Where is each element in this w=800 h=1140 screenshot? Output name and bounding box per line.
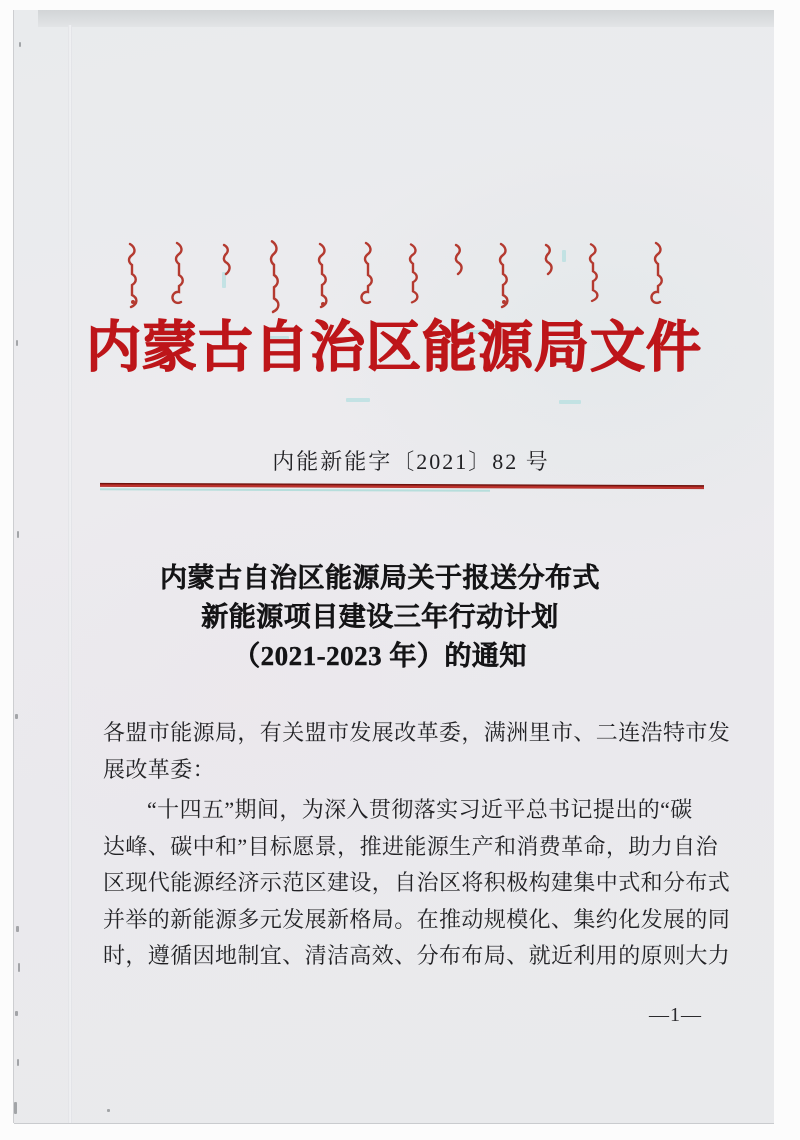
scan-speck — [107, 1109, 110, 1112]
body-text-line: 达峰、碳中和”目标愿景，推进能源生产和消费革命，助力自治 — [103, 833, 718, 859]
mongolian-script-banner — [120, 238, 680, 318]
body-text-line: 展改革委： — [103, 756, 216, 782]
scan-speck — [19, 42, 21, 47]
scan-speck — [16, 926, 19, 932]
document-page — [14, 10, 774, 1123]
letterhead-org-title: 内蒙古自治区能源局文件 — [85, 317, 702, 378]
page-number: —1— — [649, 1004, 702, 1026]
body-text-line: 各盟市能源局，有关盟市发展改革委，满洲里市、二连浩特市发 — [103, 720, 731, 745]
notice-title — [14, 559, 774, 676]
red-separator-cyan-artifact — [100, 488, 490, 491]
notice-title-line: （2021-2023 年）的通知 — [233, 641, 527, 671]
body-text-line: 区现代能源经济示范区建设，自治区将积极构建集中式和分布式 — [103, 870, 731, 895]
scan-speck — [17, 531, 19, 538]
cyan-artifact — [346, 398, 370, 402]
scan-speck — [15, 714, 18, 719]
scan-speck — [14, 1102, 17, 1114]
mongolian-script-icon — [120, 238, 680, 318]
page-top-edge-shadow — [38, 10, 774, 27]
cyan-artifact — [559, 400, 581, 404]
notice-title-line: 新能源项目建设三年行动计划 — [201, 602, 559, 632]
body-text-line: “十四五”期间，为深入贯彻落实习近平总书记提出的“碳 — [147, 797, 693, 822]
body-text — [103, 715, 743, 975]
scan-speck — [17, 1059, 19, 1066]
document-number: 内能新能字〔2021〕82 号 — [272, 449, 550, 474]
body-text-line: 时，遵循因地制宜、清洁高效、分布布局、就近利用的原则大力 — [103, 943, 731, 968]
scan-speck — [18, 963, 20, 972]
notice-title-line: 内蒙古自治区能源局关于报送分布式 — [160, 563, 600, 593]
scan-speck — [15, 1011, 18, 1016]
body-text-line: 并举的新能源多元发展新格局。在推动规模化、集约化发展的同 — [103, 906, 731, 932]
